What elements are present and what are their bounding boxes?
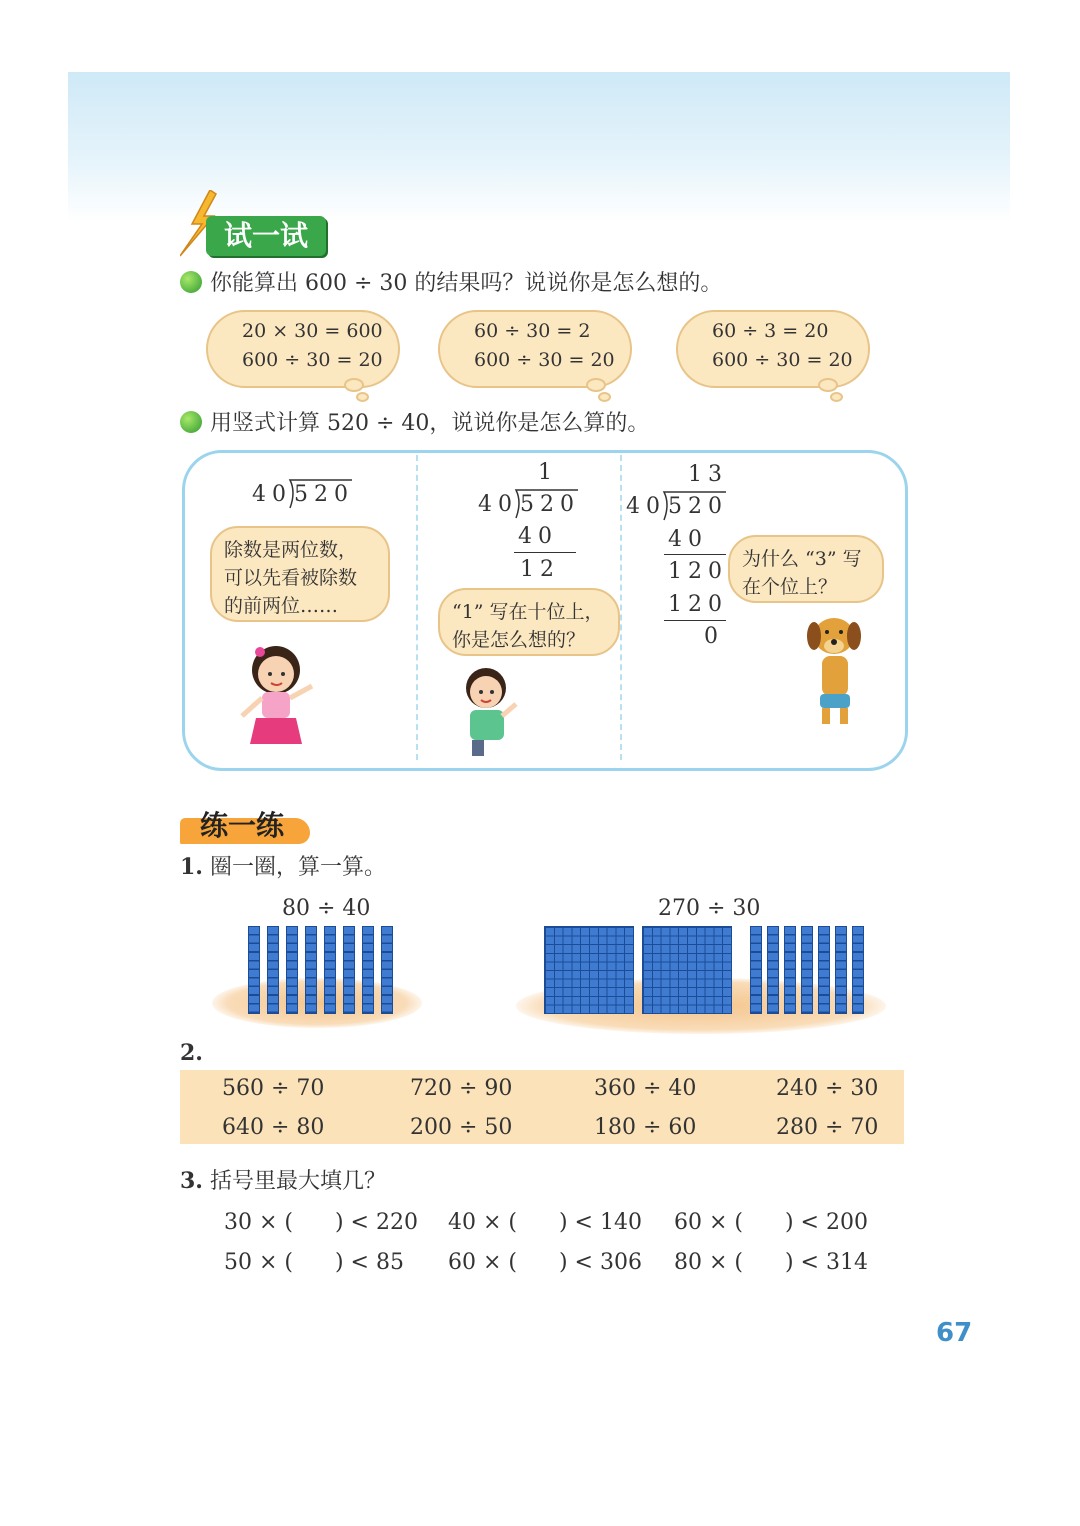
exercise-cell: 280 ÷ 70 (776, 1115, 879, 1140)
try-section-badge (180, 190, 330, 260)
step3-subtract-2: 120 (668, 592, 728, 617)
step3-divisor: 40 (626, 494, 666, 519)
hundreds-flat (642, 926, 732, 1014)
cloud-puff (818, 378, 838, 392)
inequality: 40 × ( ) < 140 (448, 1210, 642, 1235)
panel-divider (620, 455, 622, 760)
step3-dividend: 520 (668, 494, 728, 519)
practice-item-1 (180, 850, 386, 881)
cloud-puff (356, 392, 369, 402)
thought-cloud-2 (438, 310, 632, 388)
cloud-2-line-1: 60 ÷ 30 = 2 (474, 320, 591, 342)
boy-character-icon (456, 664, 526, 756)
question-1-text: 你能算出 600 ÷ 30 的结果吗？说说你是怎么想的。 (210, 271, 723, 296)
cloud-2-line-2: 600 ÷ 30 = 20 (474, 349, 615, 371)
inequality: 60 × ( ) < 200 (674, 1210, 868, 1235)
step2-dividend: 520 (520, 492, 580, 517)
exercise-cell: 560 ÷ 70 (222, 1076, 325, 1101)
tens-rod (286, 926, 298, 1014)
cloud-puff (830, 392, 843, 402)
tens-rod (343, 926, 355, 1014)
boy-speech-bubble (438, 588, 620, 656)
subtraction-line (514, 552, 576, 553)
girl-speech-line: 的前两位…… (224, 595, 339, 617)
tens-rod (784, 926, 796, 1014)
green-dot-icon (180, 271, 202, 293)
girl-speech-line: 可以先看被除数 (224, 567, 358, 589)
hundreds-flat (544, 926, 634, 1014)
tens-rod (767, 926, 779, 1014)
item-3-text: 括号里最大填几？ (209, 1169, 386, 1194)
item-number: 3. (180, 1168, 203, 1194)
dog-character-icon (800, 610, 870, 730)
exercise-cell: 200 ÷ 50 (410, 1115, 513, 1140)
tens-rod (248, 926, 260, 1014)
inequality: 50 × ( ) < 85 (224, 1250, 404, 1275)
tens-rod (267, 926, 279, 1014)
tens-rod (381, 926, 393, 1014)
exercise-cell: 720 ÷ 90 (410, 1076, 513, 1101)
item-1-text: 圈一圈，算一算。 (209, 855, 386, 880)
question-1 (180, 266, 722, 297)
figure-b-caption: 270 ÷ 30 (658, 896, 761, 921)
thought-cloud-3 (676, 310, 870, 388)
cloud-1-line-2: 600 ÷ 30 = 20 (242, 349, 383, 371)
page-number: 67 (936, 1318, 973, 1348)
practice-item-3 (180, 1164, 386, 1195)
step2-subtract: 40 (518, 524, 558, 549)
exercise-cell: 360 ÷ 40 (594, 1076, 697, 1101)
inequality: 30 × ( ) < 220 (224, 1210, 418, 1235)
practice-section-badge (180, 800, 320, 850)
tens-rod (750, 926, 762, 1014)
question-2-text: 用竖式计算 520 ÷ 40，说说你是怎么算的。 (210, 411, 650, 436)
girl-speech-line: 除数是两位数， (224, 539, 358, 561)
cloud-puff (344, 378, 364, 392)
step3-subtract-1: 40 (668, 527, 708, 552)
subtraction-line (664, 620, 726, 621)
panel-divider (416, 455, 418, 760)
tens-rod (801, 926, 813, 1014)
dog-speech-line: 在个位上？ (742, 576, 838, 598)
figure-a-caption: 80 ÷ 40 (282, 896, 371, 921)
exercise-cell: 240 ÷ 30 (776, 1076, 879, 1101)
step1-dividend: 520 (294, 482, 354, 507)
tens-rod (362, 926, 374, 1014)
cloud-puff (598, 392, 611, 402)
tens-rod (324, 926, 336, 1014)
question-2 (180, 406, 649, 437)
item-number: 2. (180, 1040, 203, 1066)
item-number: 1. (180, 854, 203, 880)
thought-cloud-1 (206, 310, 400, 388)
step2-divisor: 40 (478, 492, 518, 517)
dog-speech-bubble (728, 535, 884, 603)
step3-remainder-2: 0 (704, 624, 724, 649)
boy-speech-line: 你是怎么想的？ (452, 629, 586, 651)
tens-rod (305, 926, 317, 1014)
tens-rod (835, 926, 847, 1014)
step2-quotient: 1 (538, 460, 558, 485)
exercise-cell: 180 ÷ 60 (594, 1115, 697, 1140)
practice-section-title: 练一练 (200, 809, 285, 842)
inequality: 80 × ( ) < 314 (674, 1250, 868, 1275)
girl-character-icon (232, 640, 322, 750)
cloud-3-line-1: 60 ÷ 3 = 20 (712, 320, 829, 342)
girl-speech-bubble (210, 526, 390, 622)
step2-remainder: 12 (520, 557, 560, 582)
green-dot-icon (180, 411, 202, 433)
cloud-1-line-1: 20 × 30 = 600 (242, 320, 383, 342)
cloud-puff (586, 378, 606, 392)
tens-rod (852, 926, 864, 1014)
try-section-title: 试一试 (206, 216, 326, 256)
inequality: 60 × ( ) < 306 (448, 1250, 642, 1275)
step3-quotient: 13 (688, 462, 728, 487)
step1-divisor: 40 (252, 482, 292, 507)
step3-remainder-1: 120 (668, 559, 728, 584)
exercise-cell: 640 ÷ 80 (222, 1115, 325, 1140)
practice-item-2 (180, 1040, 203, 1066)
boy-speech-line: “1” 写在十位上， (452, 601, 604, 623)
subtraction-line (664, 554, 726, 555)
cloud-3-line-2: 600 ÷ 30 = 20 (712, 349, 853, 371)
tens-rod (818, 926, 830, 1014)
dog-speech-line: 为什么 “3” 写 (742, 548, 862, 570)
